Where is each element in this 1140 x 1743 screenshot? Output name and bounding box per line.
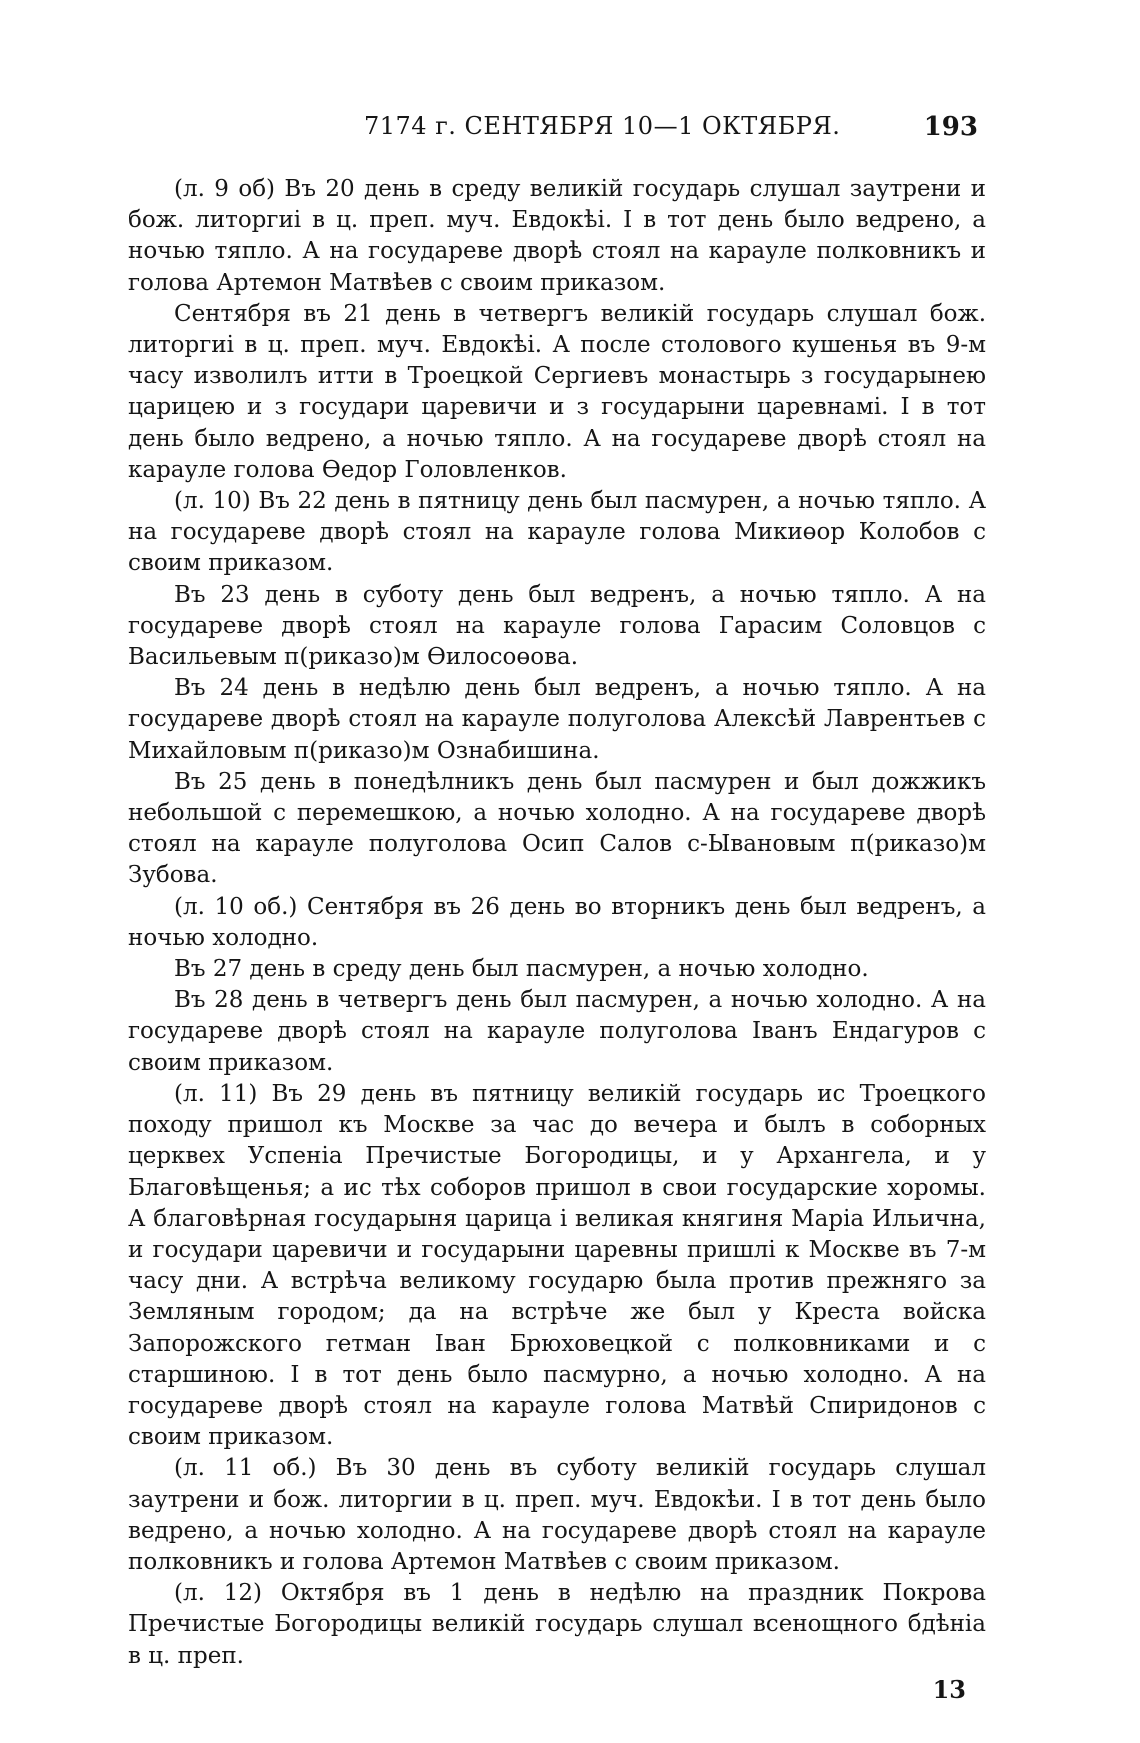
paragraph: Сентября въ 21 день в четвергъ великій государь слушал бож. литоргиі в ц. преп. муч. Евдокѣі. А после столового кушенья въ 9-м часу изволилъ итти в Троецкой Сергиевъ монастырь з государынею царицею и з государи царевичи и з государыни царевнамі. I в тот день было ведрено, а ночью тяпло. А на государеве дворѣ стоял на карауле голова Өедор Головленков. [128, 300, 986, 483]
paragraph: Въ 28 день в четвергъ день был пасмурен, а ночью холодно. А на государеве дворѣ стоял на карауле полуголова Іванъ Ендагуров с своим приказом. [128, 987, 986, 1076]
paragraph: Въ 25 день в понедѣлникъ день был пасмурен и был дожжикъ небольшой с перемешкою, а ночью холодно. А на государеве дворѣ стоял на карауле полуголова Осип Салов с-Ывановым п(риказо)м Зубова. [128, 768, 986, 889]
paragraph: (л. 11) Въ 29 день въ пятницу великій государь ис Троецкого походу пришол къ Москве за час до вечера и былъ в соборных церквех Успеніа Пречистые Богородицы, и у Архангела, и у Благовѣщенья; а ис тѣх соборов пришол в свои государские хоромы. А благовѣрная государыня царица і великая княгиня Маріа Ильична, и государи царевичи и государыни царевны пришлі к Москве въ 7-м часу дни. А встрѣча великому государю была против прежняго за Земляным городом; да на встрѣче же был у Креста войска Запорожского гетман Іван Брюховецкой с полковниками и с старшиною. I в тот день было пасмурно, а ночью холодно. А на государеве дворѣ стоял на карауле голова Матвѣй Спиридонов с своим приказом. [128, 1080, 986, 1451]
signature-mark: 13 [932, 1674, 966, 1704]
paragraph: (л. 11 об.) Въ 30 день въ суботу великій государь слушал заутрени и бож. литоргии в ц. преп. муч. Евдокѣи. I в тот день было ведрено, а ночью холодно. А на государеве дворѣ стоял на карауле полковникъ и голова Артемон Матвѣев с своим приказом. [128, 1455, 986, 1575]
running-title: 7174 г. СЕНТЯБРЯ 10—1 ОКТЯБРЯ. [364, 112, 841, 140]
paragraph: Въ 23 день в суботу день был ведренъ, а ночью тяпло. А на государеве дворѣ стоял на карауле голова Гарасим Соловцов с Васильевым п(риказо)м Өилосоөова. [128, 581, 986, 671]
paragraph: (л. 10 об.) Сентября въ 26 день во вторникъ день был ведренъ, а ночью холодно. [128, 893, 986, 951]
body-text [128, 174, 986, 1705]
paragraph: Въ 27 день в среду день был пасмурен, а ночью холодно. [174, 956, 869, 983]
page-number: 193 [923, 112, 978, 142]
paragraph: Въ 24 день в недѣлю день был ведренъ, а ночью тяпло. А на государеве дворѣ стоял на карауле полуголова Алексѣй Лаврентьев с Михайловым п(риказо)м Ознабишина. [128, 675, 986, 764]
paragraph: (л. 9 об) Въ 20 день в среду великій государь слушал заутрени и бож. литоргиі в ц. преп. муч. Евдокѣі. I в тот день было ведрено, а ночью тяпло. А на государеве дворѣ стоял на карауле полковникъ и голова Артемон Матвѣев с своим приказом. [128, 176, 986, 296]
paragraph: (л. 12) Октября въ 1 день в недѣлю на праздник Покрова Пречистые Богородицы великій государь слушал всенощного бдѣніа в ц. преп. [128, 1580, 986, 1669]
page-header [128, 112, 986, 152]
paragraph: (л. 10) Въ 22 день в пятницу день был пасмурен, а ночью тяпло. А на государеве дворѣ стоял на карауле голова Микиөор Колобов с своим приказом. [128, 488, 986, 577]
